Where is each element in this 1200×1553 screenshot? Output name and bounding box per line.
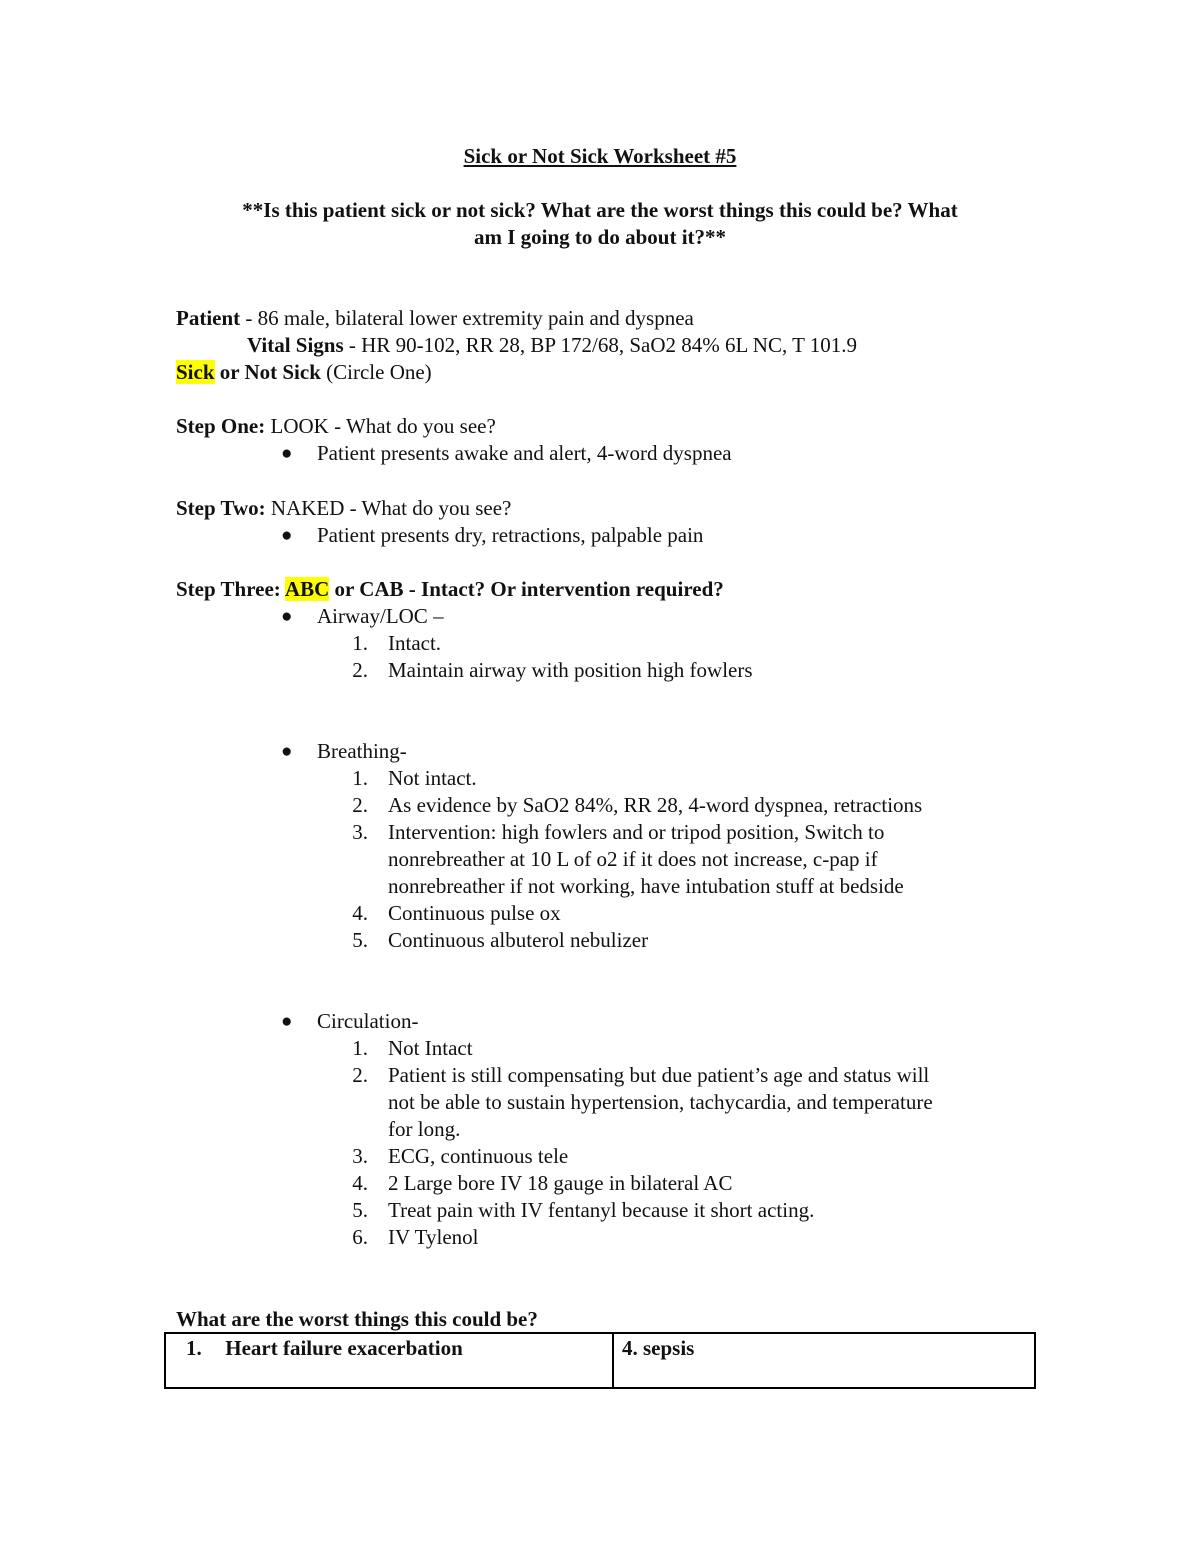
circulation-item: Not Intact [388, 1036, 473, 1060]
step-one-label: Step One: [176, 414, 271, 438]
step-two-label: Step Two: [176, 496, 271, 520]
bullet-icon: ● [281, 741, 293, 762]
cell-text: Heart failure exacerbation [225, 1336, 463, 1360]
patient-text: - 86 male, bilateral lower extremity pain and dyspnea [240, 306, 694, 330]
step-one-key: LOOK [270, 414, 329, 438]
step-one-heading [176, 413, 496, 440]
bullet-icon: ● [281, 443, 293, 464]
breathing-item: Intervention: high fowlers and or tripod position, Switch to [388, 820, 885, 844]
breathing-item-continued: nonrebreather at 10 L of o2 if it does not increase, c-pap if [388, 847, 878, 871]
breathing-item: Continuous pulse ox [388, 901, 561, 925]
prompt-line-2: am I going to do about it?** [473, 225, 727, 249]
airway-item: Intact. [388, 631, 442, 655]
circulation-item: 2 Large bore IV 18 gauge in bilateral AC [388, 1171, 733, 1195]
prompt-line-1: **Is this patient sick or not sick? What are the worst things this could be? What [242, 198, 958, 222]
cell-text: 4. sepsis [622, 1336, 695, 1360]
circulation-item-continued: for long. [388, 1117, 461, 1141]
step-two-key: NAKED [270, 496, 345, 520]
airway-item: Maintain airway with position high fowlers [388, 658, 753, 682]
patient-line [176, 305, 694, 332]
list-number: 4. [352, 901, 368, 925]
circle-one-text: (Circle One) [320, 360, 432, 384]
breathing-heading: Breathing- [317, 739, 407, 763]
step-one-text: - What do you see? [328, 414, 496, 438]
breathing-item-continued: nonrebreather if not working, have intubation stuff at bedside [388, 874, 904, 898]
list-number: 6. [352, 1225, 368, 1249]
vitals-line [247, 332, 857, 359]
circulation-item: Treat pain with IV fentanyl because it short acting. [388, 1198, 815, 1222]
not-sick-label: or Not Sick [214, 360, 321, 384]
step-three-label: Step Three: [176, 577, 285, 601]
list-number: 2. [352, 658, 368, 682]
page-title: Sick or Not Sick Worksheet #5 [463, 144, 737, 168]
bullet-icon: ● [281, 1011, 293, 1032]
list-number: 2. [352, 793, 368, 817]
patient-label: Patient [176, 306, 241, 330]
list-number: 1. [352, 631, 368, 655]
table-cell [165, 1333, 613, 1388]
circulation-item-continued: not be able to sustain hypertension, tachycardia, and temperature [388, 1090, 933, 1114]
list-number: 4. [352, 1171, 368, 1195]
breathing-item: Continuous albuterol nebulizer [388, 928, 649, 952]
step-two-bullet: Patient presents dry, retractions, palpable pain [317, 523, 704, 547]
breathing-item: As evidence by SaO2 84%, RR 28, 4-word dyspnea, retractions [388, 793, 923, 817]
bullet-icon: ● [281, 525, 293, 546]
step-three-text: or CAB - Intact? Or intervention required? [329, 577, 724, 601]
circulation-item: ECG, continuous tele [388, 1144, 569, 1168]
step-two-heading [176, 495, 511, 522]
sick-highlight: Sick [176, 360, 215, 384]
vitals-text: - HR 90-102, RR 28, BP 172/68, SaO2 84% 6L NC, T 101.9 [343, 333, 858, 357]
list-number: 1. [352, 1036, 368, 1060]
list-number: 3. [352, 820, 368, 844]
list-number: 3. [352, 1144, 368, 1168]
circulation-item: Patient is still compensating but due patient’s age and status will [388, 1063, 930, 1087]
worst-things-table [164, 1332, 1036, 1389]
step-two-text: - What do you see? [344, 496, 512, 520]
cell-number: 1. [186, 1336, 202, 1360]
step-three-heading [176, 576, 724, 603]
list-number: 5. [352, 928, 368, 952]
circulation-heading: Circulation- [317, 1009, 419, 1033]
breathing-item: Not intact. [388, 766, 477, 790]
circulation-item: IV Tylenol [388, 1225, 479, 1249]
airway-heading: Airway/LOC – [317, 604, 444, 628]
bullet-icon: ● [281, 606, 293, 627]
list-number: 2. [352, 1063, 368, 1087]
list-number: 5. [352, 1198, 368, 1222]
vitals-label: Vital Signs [247, 333, 344, 357]
list-number: 1. [352, 766, 368, 790]
worst-things-heading: What are the worst things this could be? [176, 1307, 538, 1331]
table-row [165, 1333, 1035, 1388]
table-cell [613, 1333, 1035, 1388]
sick-or-not-line [176, 359, 432, 386]
step-one-bullet: Patient presents awake and alert, 4-word dyspnea [317, 441, 732, 465]
abc-highlight: ABC [284, 577, 330, 601]
